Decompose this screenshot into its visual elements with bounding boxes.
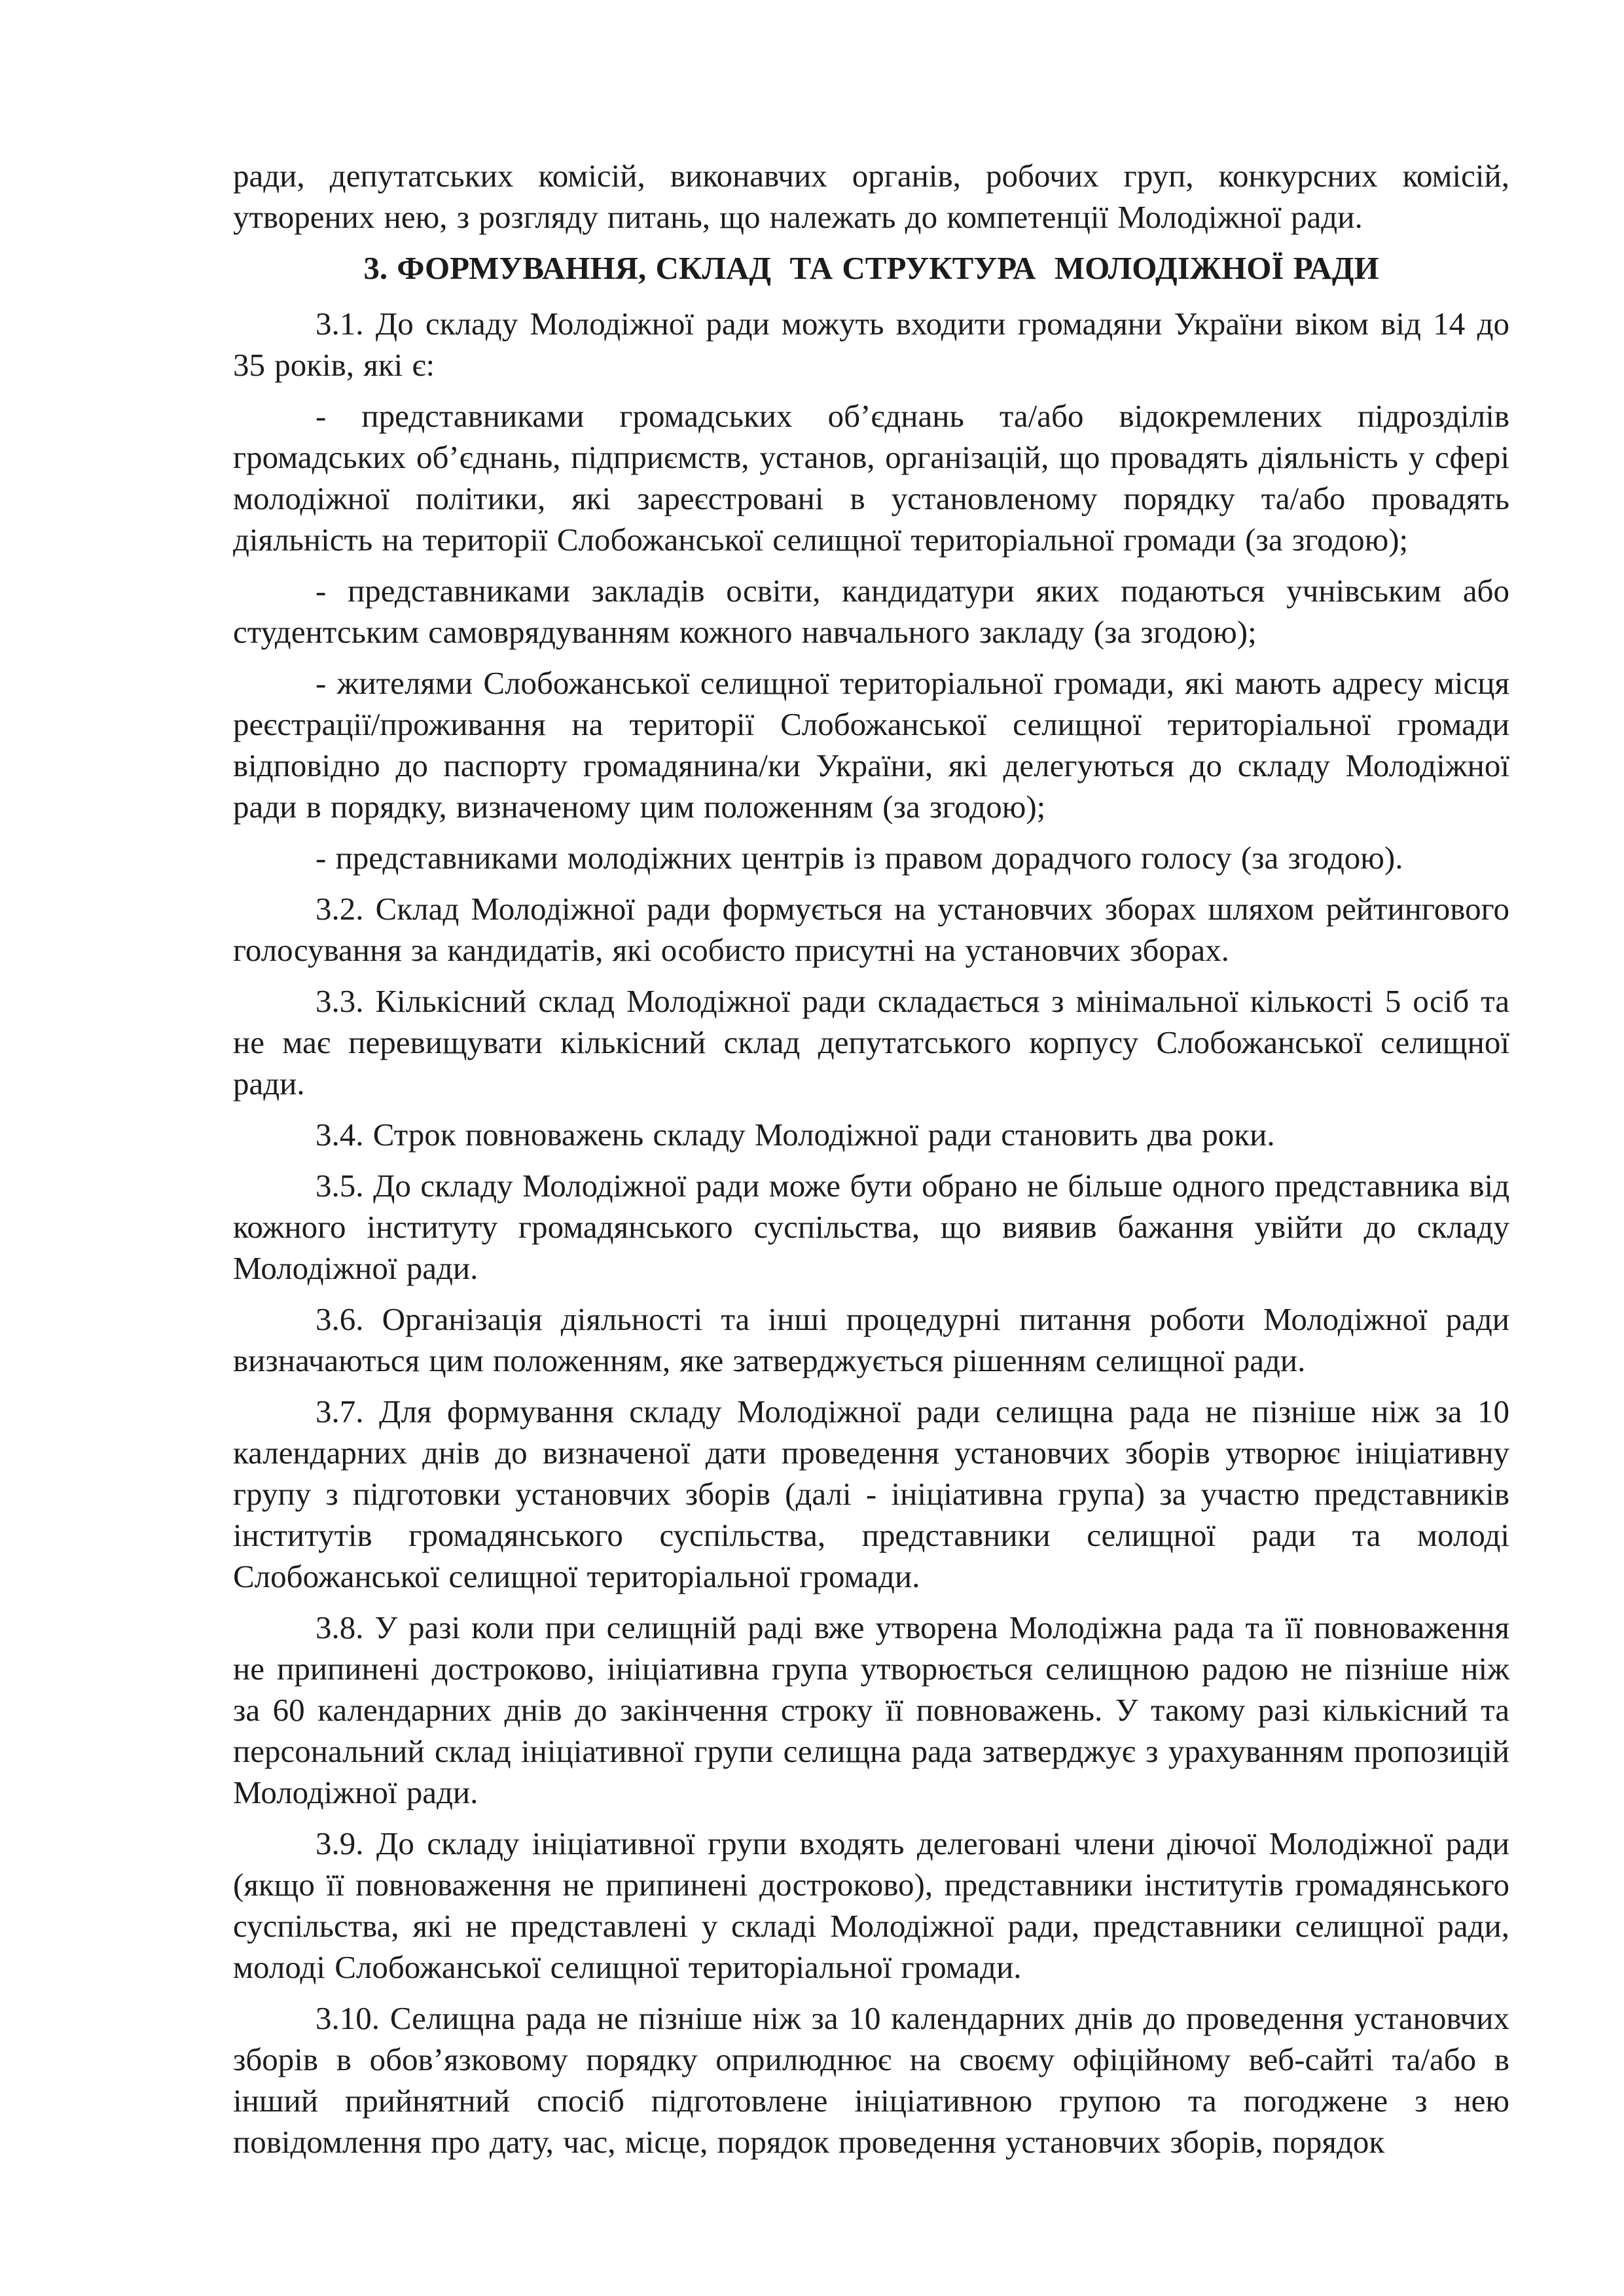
paragraph: 3.3. Кількісний склад Молодіжної ради складається з мінімальної кількості 5 осіб та не має перевищувати кількісний склад депутатського корпусу Слобожанської селищної ради. — [233, 983, 1509, 1102]
paragraph: - представниками молодіжних центрів із правом дорадчого голосу (за згодою). — [316, 840, 1403, 876]
paragraph: - представниками закладів освіти, кандидатури яких подаються учнівським або студентським самоврядуванням кожного навчального закладу (за згодою); — [233, 573, 1509, 650]
paragraph: 3.1. До складу Молодіжної ради можуть входити громадяни України віком від 14 до 35 років, які є: — [233, 306, 1509, 383]
document-body — [233, 155, 1509, 2162]
paragraph: 3.10. Селищна рада не пізніше ніж за 10 календарних днів до проведення установчих зборів в обов’язковому порядку оприлюднює на своєму офіційному веб-сайті та/або в інший прийнятний спосіб підготовлене ініціативною групою та погоджене з нею повідомлення про дату, час, місце, порядок проведення установчих зборів, порядок — [233, 2000, 1509, 2160]
paragraph: - представниками громадських об’єднань та/або відокремлених підрозділів громадських об’єднань, підприємств, установ, організацій, що провадять діяльність у сфері молодіжної політики, які зареєстровані в установленому порядку та/або провадять діяльність на території Слобожанської селищної територіальної громади (за згодою); — [233, 398, 1509, 558]
paragraph: 3.2. Склад Молодіжної ради формується на установчих зборах шляхом рейтингового голосування за кандидатів, які особисто присутні на установчих зборах. — [233, 891, 1509, 968]
paragraph: 3.9. До складу ініціативної групи входять делеговані члени діючої Молодіжної ради (якщо її повноваження не припинені достроково), представники інститутів громадянського суспільства, які не представлені у складі Молодіжної ради, представники селищної ради, молоді Слобожанської селищної територіальної громади. — [233, 1825, 1509, 1985]
paragraph: 3.5. До складу Молодіжної ради може бути обрано не більше одного представника від кожного інституту громадянського суспільства, що виявив бажання увійти до складу Молодіжної ради. — [233, 1168, 1509, 1286]
paragraph: 3.8. У разі коли при селищній раді вже утворена Молодіжна рада та її повноваження не припинені достроково, ініціативна група утворюється селищною радою не пізніше ніж за 60 календарних днів до закінчення строку її повноважень. У такому разі кількісний та персональний склад ініціативної групи селищна рада затверджує з урахуванням пропозицій Молодіжної ради. — [233, 1609, 1509, 1810]
paragraph: 3.7. Для формування складу Молодіжної ради селищна рада не пізніше ніж за 10 календарних днів до визначеної дати проведення установчих зборів утворює ініціативну групу з підготовки установчих зборів (далі - ініціативна група) за участю представників інститутів громадянського суспільства, представники селищної ради та молоді Слобожанської селищної територіальної громади. — [233, 1393, 1509, 1594]
paragraph: 3.4. Строк повноважень складу Молодіжної ради становить два роки. — [316, 1117, 1275, 1153]
paragraph: - жителями Слобожанської селищної територіальної громади, які мають адресу місця реєстрації/проживання на території Слобожанської селищної територіальної громади відповідно до паспорту громадянина/ки України, які делегуються до складу Молодіжної ради в порядку, визначеному цим положенням (за згодою); — [233, 665, 1509, 825]
section-heading: 3. ФОРМУВАННЯ, СКЛАД ТА СТРУКТУРА МОЛОДІЖНОЇ РАДИ — [363, 250, 1379, 286]
paragraph: 3.6. Організація діяльності та інші процедурні питання роботи Молодіжної ради визначаються цим положенням, яке затверджується рішенням селищної ради. — [233, 1301, 1509, 1378]
paragraph: ради, депутатських комісій, виконавчих органів, робочих груп, конкурсних комісій, утворених нею, з розгляду питань, що належать до компетенції Молодіжної ради. — [233, 158, 1509, 235]
